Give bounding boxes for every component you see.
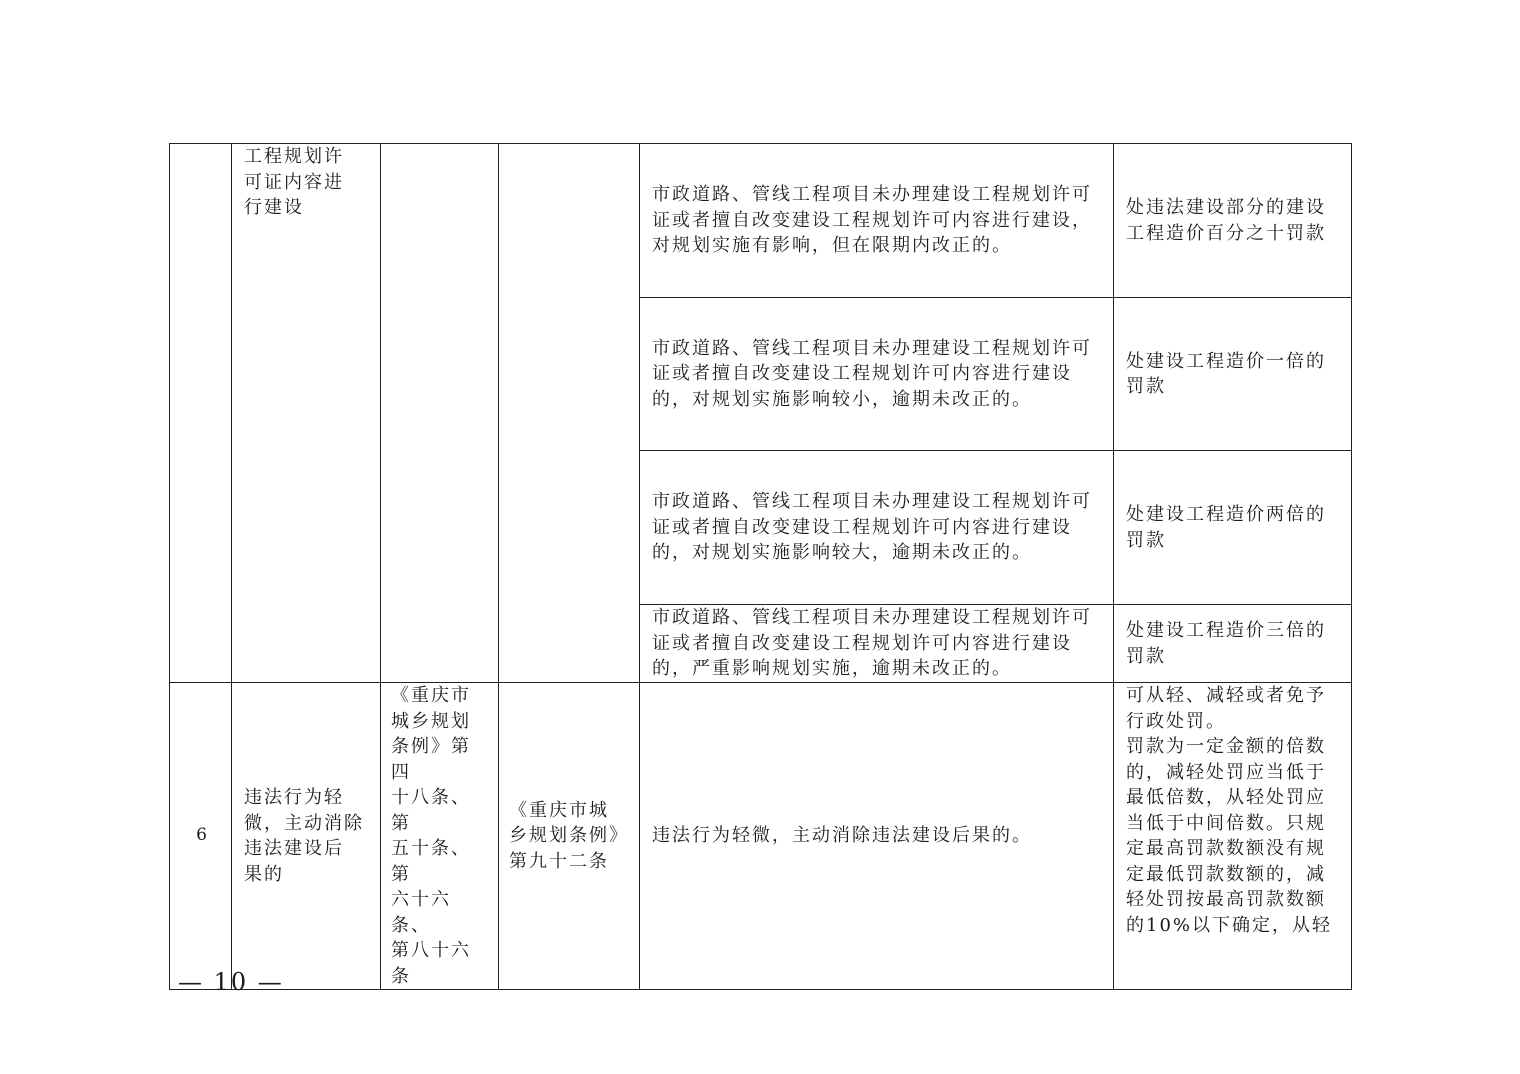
- penalty-text: 可从轻、减轻或者免予行政处罚。 罚款为一定金额的倍数的，减轻处罚应当低于最低倍数，从轻处罚应当低于中间倍数。只规定最高罚款数额没有规定最低罚款数额的，减轻处罚按最高罚款数额的10%以下确定，从轻: [1126, 685, 1333, 936]
- penalty-basis-text: 《重庆市城 乡规划条例》 第九十二条: [509, 799, 629, 872]
- row-number-cell: [170, 683, 232, 990]
- circumstance-text: 市政道路、管线工程项目未办理建设工程规划许可证或者擅自改变建设工程规划许可内容进行建设的，对规划实施影响较小，逾期未改正的。: [652, 337, 1092, 410]
- behavior-text: 违法行为轻 微，主动消除 违法建设后 果的: [244, 787, 364, 885]
- penalty-basis-cell: [499, 144, 640, 683]
- table-row: [170, 144, 1352, 298]
- penalty-cell: [1114, 451, 1352, 605]
- penalty-text: 处建设工程造价三倍的罚款: [1126, 620, 1326, 667]
- circumstance-text: 市政道路、管线工程项目未办理建设工程规划许可证或者擅自改变建设工程规划许可内容进行建设的，对规划实施影响较大，逾期未改正的。: [652, 491, 1092, 564]
- penalty-standards-table: [169, 143, 1352, 990]
- circumstance-cell: [640, 605, 1114, 683]
- row-number: 6: [196, 825, 207, 846]
- circumstance-cell: [640, 144, 1114, 298]
- penalty-text: 处违法建设部分的建设工程造价百分之十罚款: [1126, 197, 1326, 244]
- circumstance-text: 市政道路、管线工程项目未办理建设工程规划许可证或者擅自改变建设工程规划许可内容进行建设，对规划实施有影响，但在限期内改正的。: [652, 184, 1092, 257]
- circumstance-cell: [640, 683, 1114, 990]
- circumstance-cell: [640, 451, 1114, 605]
- page-number: — 10 —: [178, 968, 284, 996]
- legal-basis-text: 《重庆市 城乡规划 条例》第四 十八条、第 五十条、第 六十六条、 第八十六 条: [391, 685, 471, 987]
- row-number-cell: [170, 144, 232, 683]
- penalty-cell: [1114, 683, 1352, 990]
- penalty-text: 处建设工程造价一倍的罚款: [1126, 350, 1326, 397]
- behavior-cell: [232, 144, 381, 683]
- penalty-cell: [1114, 298, 1352, 451]
- circumstance-text: 违法行为轻微，主动消除违法建设后果的。: [652, 825, 1032, 847]
- circumstance-cell: [640, 298, 1114, 451]
- circumstance-text: 市政道路、管线工程项目未办理建设工程规划许可证或者擅自改变建设工程规划许可内容进行建设的，严重影响规划实施，逾期未改正的。: [652, 607, 1092, 680]
- penalty-cell: [1114, 144, 1352, 298]
- behavior-cell: [232, 683, 381, 990]
- table-row: [170, 683, 1352, 990]
- behavior-text: 工程规划许 可证内容进 行建设: [244, 146, 344, 218]
- penalty-text: 处建设工程造价两倍的罚款: [1126, 504, 1326, 551]
- legal-basis-cell: [381, 683, 499, 990]
- penalty-cell: [1114, 605, 1352, 683]
- penalty-basis-cell: [499, 683, 640, 990]
- legal-basis-cell: [381, 144, 499, 683]
